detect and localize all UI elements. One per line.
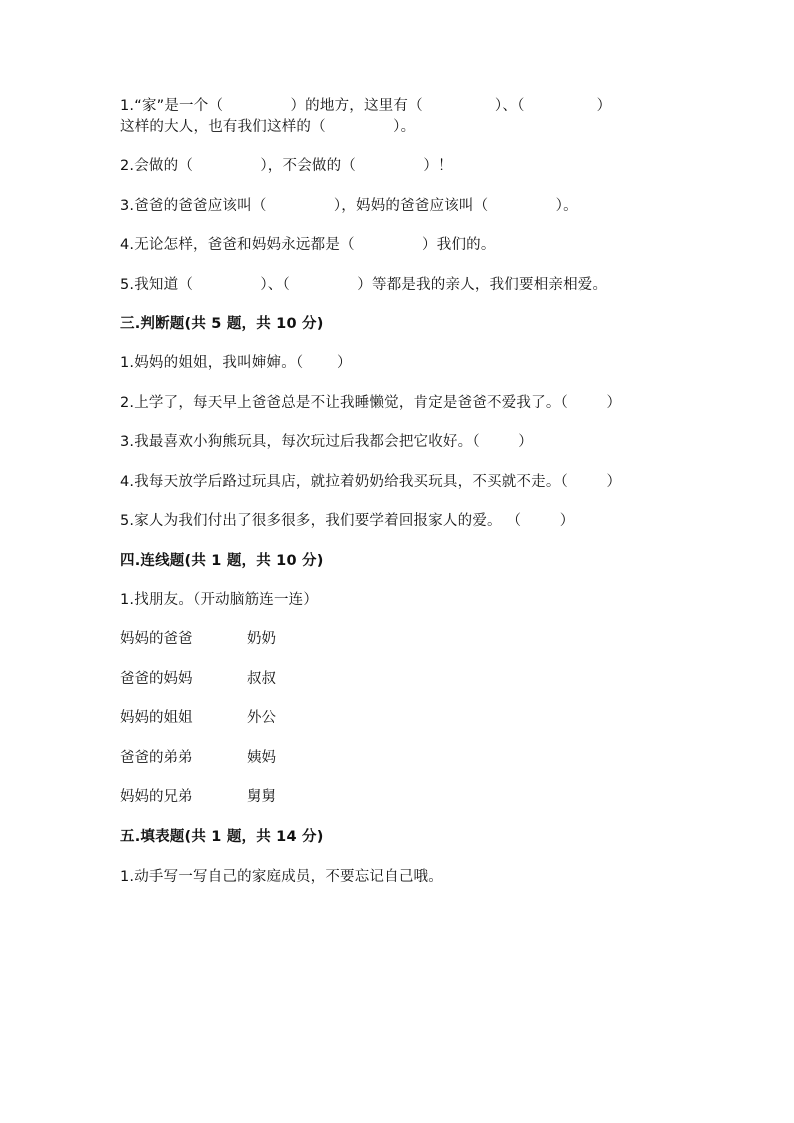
section-heading-true-false: 三.判断题(共 5 题，共 10 分) (120, 316, 324, 332)
fill-question-5: 5.我知道（ ）、（ ）等都是我的亲人，我们要相亲相爱。 (120, 277, 608, 293)
matching-left-item: 妈妈的兄弟 (120, 789, 193, 805)
matching-left-item: 妈妈的爸爸 (120, 631, 193, 647)
fill-question-1-line-2: 这样的大人，也有我们这样的（ ）。 (120, 119, 416, 135)
fill-question-1-line-1: 1.“家”是一个（ ）的地方，这里有（ ）、（ ） (120, 98, 612, 114)
matching-right-item: 外公 (247, 710, 276, 726)
matching-right-item: 奶奶 (247, 631, 276, 647)
true-false-question-3: 3.我最喜欢小狗熊玩具，每次玩过后我都会把它收好。（ ） (120, 434, 533, 450)
fill-question-2: 2.会做的（ ），不会做的（ ）！ (120, 158, 453, 174)
true-false-question-5: 5.家人为我们付出了很多很多，我们要学着回报家人的爱。 （ ） (120, 513, 575, 529)
fill-question-3: 3.爸爸的爸爸应该叫（ ），妈妈的爸爸应该叫（ ）。 (120, 198, 578, 214)
true-false-question-2: 2.上学了，每天早上爸爸总是不让我睡懒觉，肯定是爸爸不爱我了。（ ） (120, 395, 622, 411)
fill-question-4: 4.无论怎样，爸爸和妈妈永远都是（ ）我们的。 (120, 237, 496, 253)
matching-left-item: 爸爸的弟弟 (120, 750, 193, 766)
true-false-question-1: 1.妈妈的姐姐，我叫婶婶。（ ） (120, 355, 352, 371)
matching-question-1: 1.找朋友。（开动脑筋连一连） (120, 592, 319, 608)
matching-right-item: 姨妈 (247, 750, 276, 766)
table-question-1: 1.动手写一写自己的家庭成员，不要忘记自己哦。 (120, 869, 443, 885)
matching-right-item: 舅舅 (247, 789, 276, 805)
section-heading-matching: 四.连线题(共 1 题，共 10 分) (120, 553, 324, 569)
matching-left-item: 妈妈的姐姐 (120, 710, 193, 726)
section-heading-table: 五.填表题(共 1 题，共 14 分) (120, 829, 324, 845)
matching-right-item: 叔叔 (247, 671, 276, 687)
matching-left-item: 爸爸的妈妈 (120, 671, 193, 687)
true-false-question-4: 4.我每天放学后路过玩具店，就拉着奶奶给我买玩具，不买就不走。（ ） (120, 474, 622, 490)
